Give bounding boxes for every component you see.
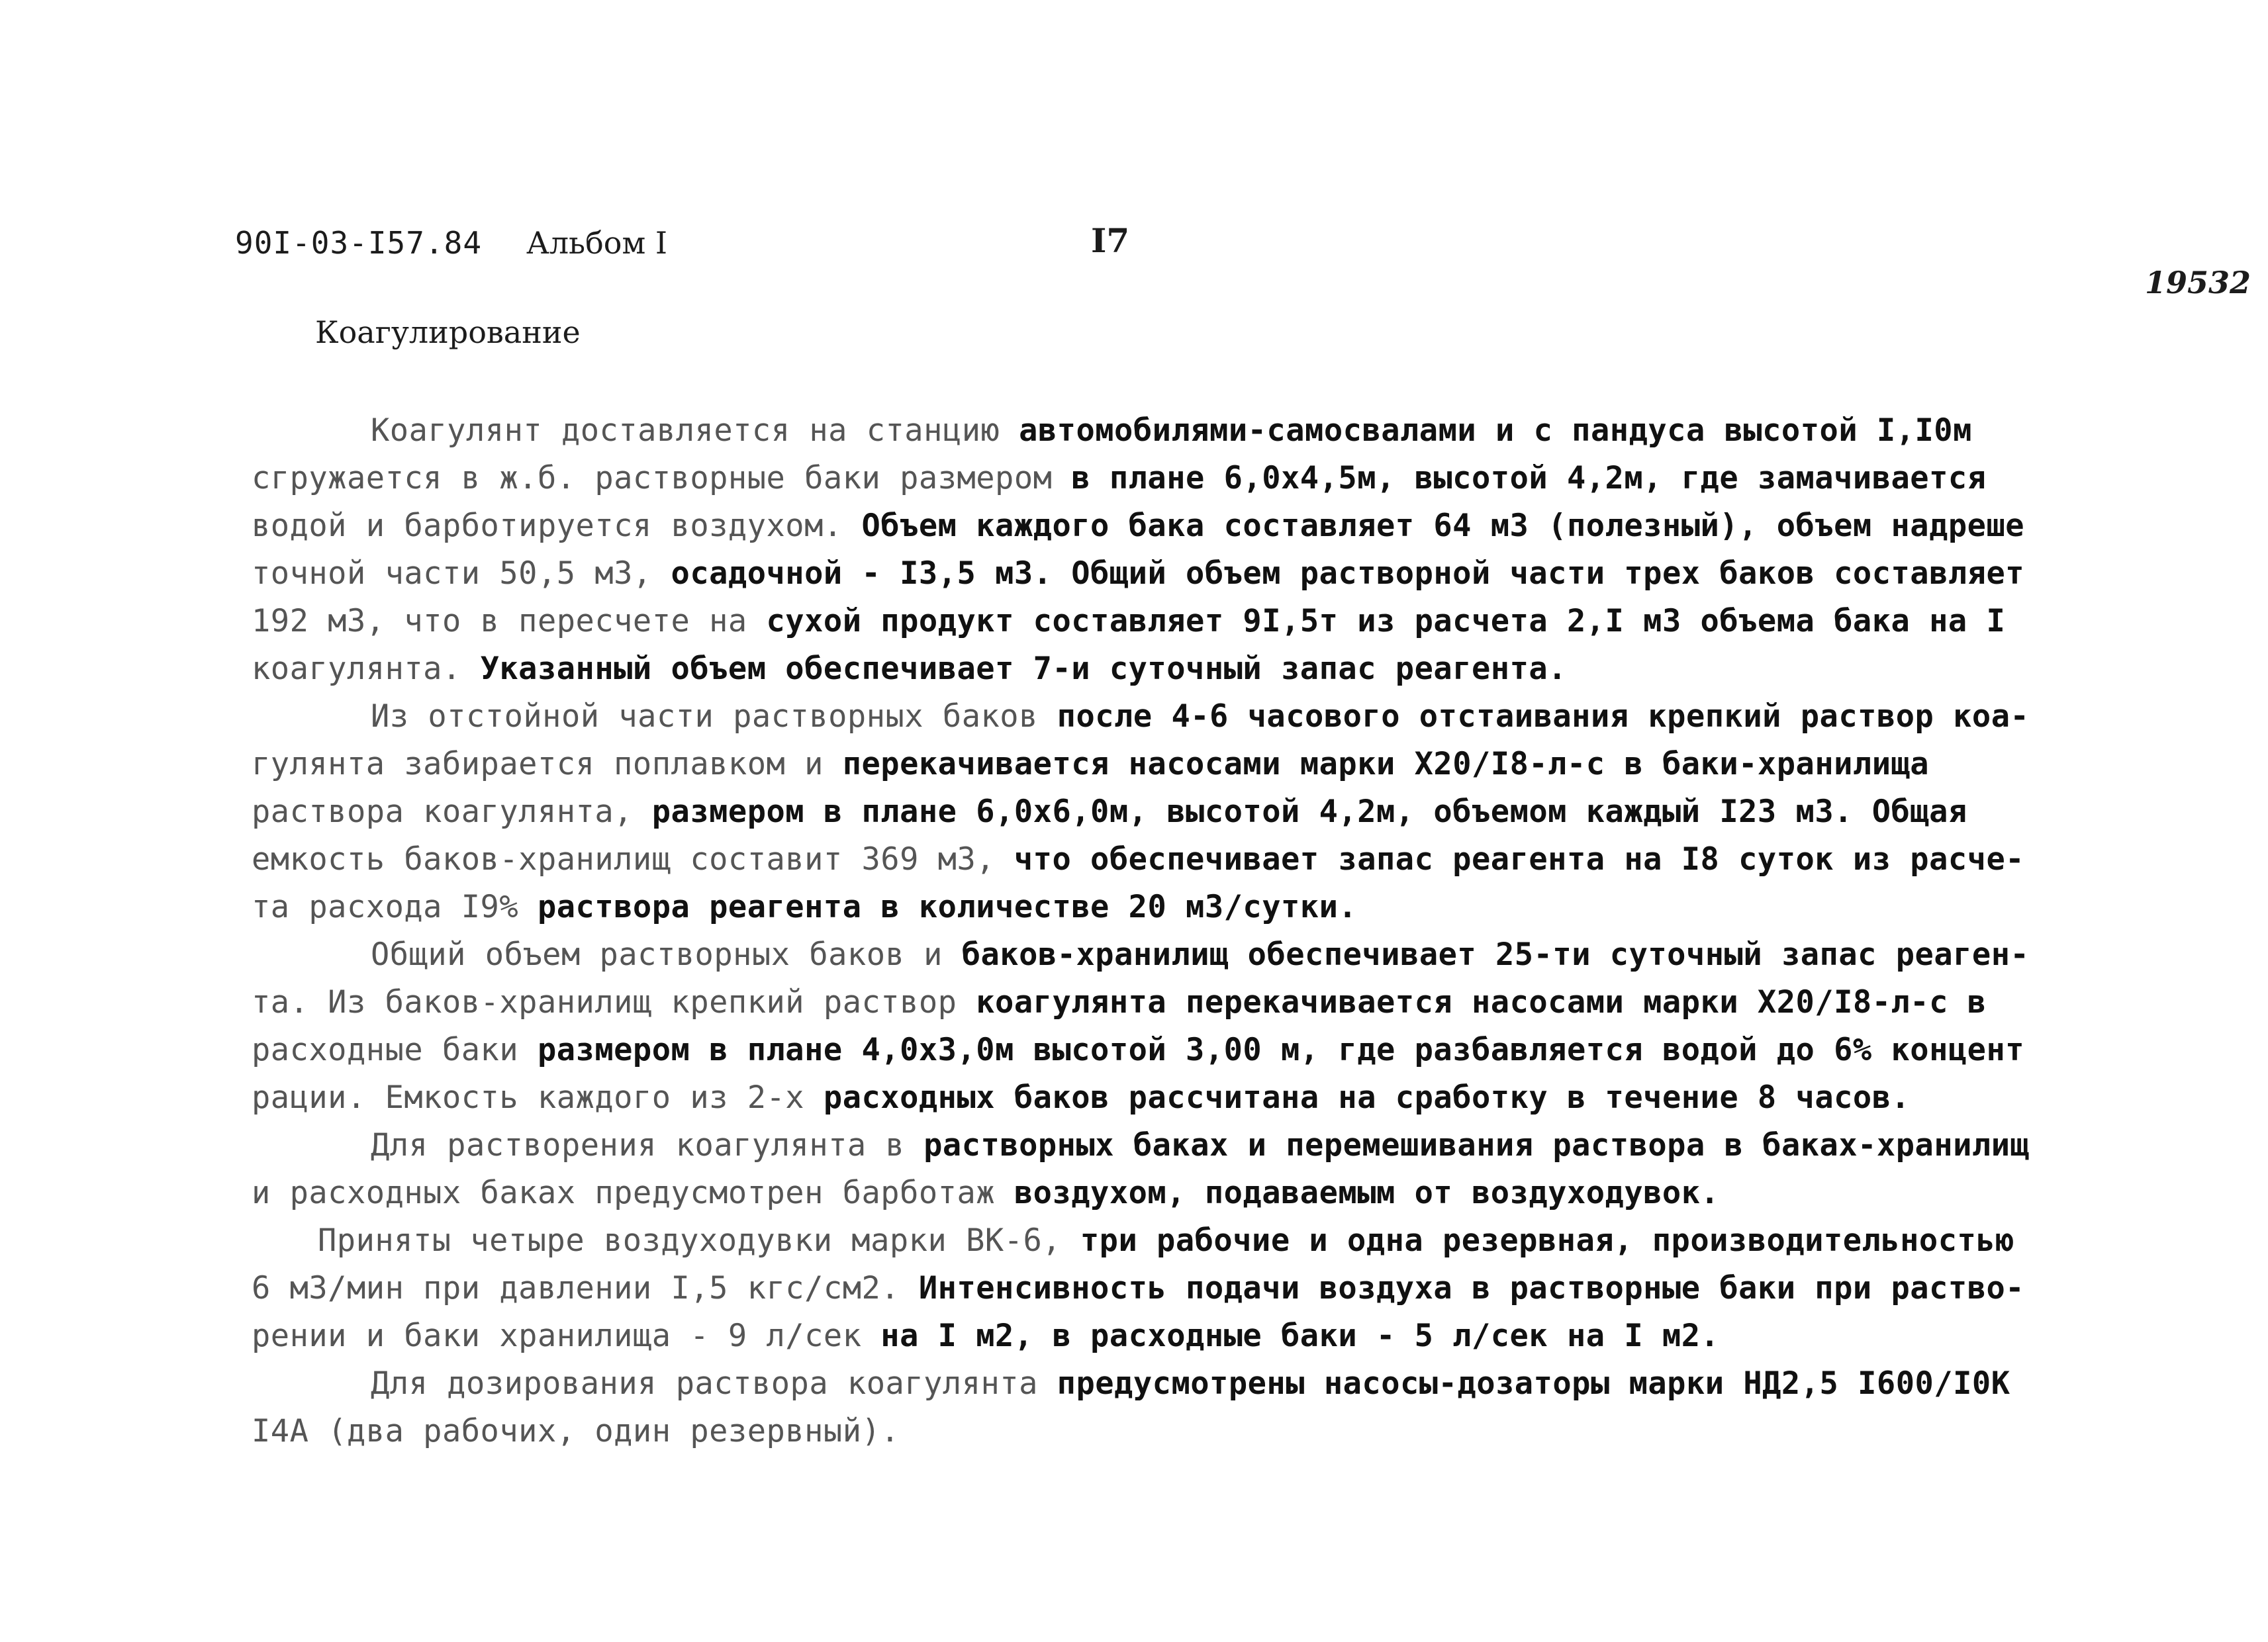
text-segment: сухой продукт составляет 9I,5т из расчета 2,I м3 объема бака на I bbox=[766, 603, 2006, 639]
text-segment: Интенсивность подачи воздуха в растворные баки при раство- bbox=[918, 1270, 2025, 1306]
text-segment: перекачивается насосами марки Х20/I8-л-с в баки-хранилища bbox=[842, 746, 1930, 782]
text-line bbox=[252, 645, 2052, 693]
text-segment: 192 м3, что в пересчете на bbox=[252, 603, 767, 639]
text-segment: растворных баках и перемешивания раствора в баках-хранилищ bbox=[923, 1127, 2030, 1163]
text-segment: рении и баки хранилища - 9 л/сек bbox=[252, 1318, 881, 1354]
text-segment: рации. Емкость каждого из 2-х bbox=[252, 1079, 824, 1116]
text-line bbox=[252, 693, 2052, 741]
text-segment: раствора реагента в количестве 20 м3/сутки. bbox=[537, 889, 1358, 925]
text-segment: и расходных баках предусмотрен барботаж bbox=[252, 1175, 1014, 1211]
text-segment: водой и барботируется воздухом. bbox=[252, 508, 862, 544]
text-segment: та. Из баков-хранилищ крепкий раствор bbox=[252, 984, 976, 1021]
text-segment: точной части 50,5 м3, bbox=[252, 555, 671, 592]
text-line bbox=[252, 1026, 2052, 1074]
text-line bbox=[252, 1217, 2052, 1265]
text-line bbox=[252, 884, 2052, 931]
text-segment: Общий объем растворных баков и bbox=[371, 936, 962, 973]
inventory-stamp: 19532 bbox=[2145, 265, 2251, 300]
text-line bbox=[252, 741, 2052, 788]
text-line bbox=[252, 788, 2052, 836]
text-line bbox=[252, 979, 2052, 1026]
text-line bbox=[252, 407, 2052, 455]
text-line bbox=[252, 836, 2052, 884]
text-segment: гулянта забирается поплавком и bbox=[252, 746, 843, 782]
page-number: I7 bbox=[1091, 221, 1130, 260]
text-segment: на I м2, в расходные баки - 5 л/сек на I м2. bbox=[880, 1318, 1720, 1354]
body-text bbox=[252, 407, 2052, 1455]
text-segment: сгружается в ж.б. растворные баки размером bbox=[252, 460, 1072, 496]
text-segment: что обеспечивает запас реагента на I8 суток из расче- bbox=[1014, 841, 2025, 878]
text-line bbox=[252, 1360, 2052, 1408]
text-segment: расходных баков рассчитана на сработку в течение 8 часов. bbox=[823, 1079, 1911, 1116]
text-segment: коагулянта перекачивается насосами марки Х20/I8-л-с в bbox=[976, 984, 1987, 1021]
document-code: 90I-03-I57.84 bbox=[235, 225, 483, 261]
text-segment: в плане 6,0х4,5м, высотой 4,2м, где замачивается bbox=[1071, 460, 1987, 496]
text-line bbox=[252, 1122, 2052, 1169]
text-line bbox=[252, 550, 2052, 598]
text-line bbox=[252, 931, 2052, 979]
text-segment: Из отстойной части растворных баков bbox=[371, 698, 1057, 735]
text-segment: та расхода I9% bbox=[252, 889, 538, 925]
text-line bbox=[252, 1312, 2052, 1360]
text-segment: расходные баки bbox=[252, 1032, 538, 1068]
text-segment: после 4-6 часового отстаивания крепкий раствор коа- bbox=[1057, 698, 2030, 735]
text-segment: баков-хранилищ обеспечивает 25-ти суточный запас реаген- bbox=[961, 936, 2030, 973]
text-segment: осадочной - I3,5 м3. Общий объем растворной части трех баков составляет bbox=[671, 555, 2025, 592]
text-segment: раствора коагулянта, bbox=[252, 794, 652, 830]
text-line bbox=[252, 455, 2052, 502]
text-segment: Объем каждого бака составляет 64 м3 (полезный), объем надреше bbox=[861, 508, 2025, 544]
text-line bbox=[252, 1408, 2052, 1455]
text-segment: 6 м3/мин при давлении I,5 кгс/см2. bbox=[252, 1270, 919, 1306]
text-segment: размером в плане 4,0х3,0м высотой 3,00 м, где разбавляется водой до 6% концент bbox=[537, 1032, 2025, 1068]
text-segment: Приняты четыре воздуходувки марки ВК-6, bbox=[318, 1222, 1080, 1259]
text-line bbox=[252, 1074, 2052, 1122]
text-segment: предусмотрены насосы-дозаторы марки НД2,5 I600/I0К bbox=[1057, 1365, 2010, 1402]
text-segment: Для дозирования раствора коагулянта bbox=[371, 1365, 1057, 1402]
text-line bbox=[252, 1169, 2052, 1217]
text-segment: Указанный объем обеспечивает 7-и суточный запас реагента. bbox=[480, 651, 1567, 687]
text-segment: автомобилями-самосвалами и с пандуса высотой I,I0м bbox=[1019, 412, 1972, 449]
text-segment: Для растворения коагулянта в bbox=[371, 1127, 924, 1163]
text-line bbox=[252, 1265, 2052, 1312]
text-segment: I4А (два рабочих, один резервный). bbox=[252, 1413, 900, 1449]
album-label: Альбом I bbox=[526, 225, 668, 261]
text-line bbox=[252, 502, 2052, 550]
text-segment: размером в плане 6,0х6,0м, высотой 4,2м, объемом каждый I23 м3. Общая bbox=[651, 794, 1967, 830]
section-title: Коагулирование bbox=[315, 314, 581, 350]
text-segment: коагулянта. bbox=[252, 651, 481, 687]
text-segment: воздухом, подаваемым от воздуходувок. bbox=[1014, 1175, 1720, 1211]
text-segment: емкость баков-хранилищ составит 369 м3, bbox=[252, 841, 1014, 878]
text-segment: три рабочие и одна резервная, производительностью bbox=[1080, 1222, 2014, 1259]
text-line bbox=[252, 598, 2052, 645]
text-segment: Коагулянт доставляется на станцию bbox=[371, 412, 1019, 449]
